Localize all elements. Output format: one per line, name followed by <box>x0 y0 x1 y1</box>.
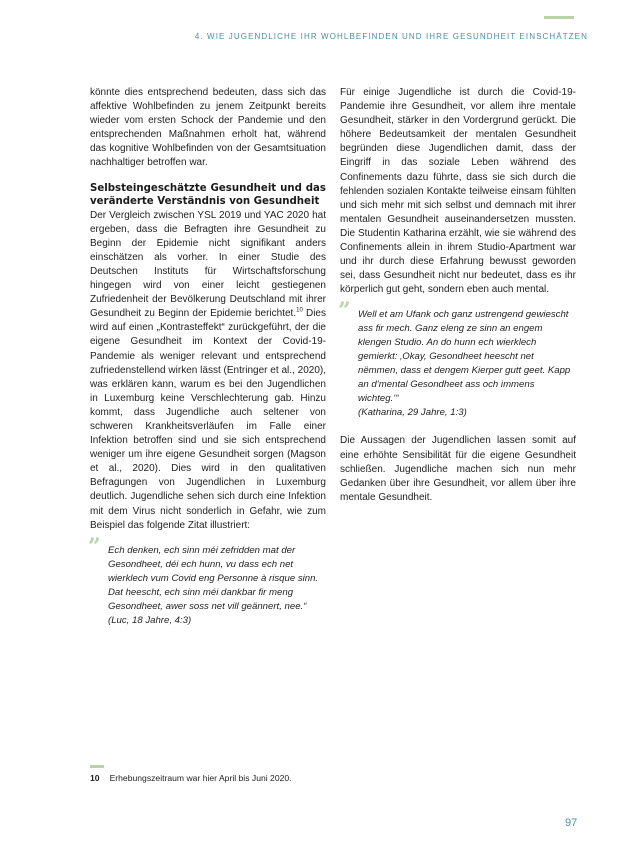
intro-paragraph: könnte dies entsprechend bedeuten, dass sich das affektive Wohlbefinden zu jenem Zeitpunkt bereits wieder vom ersten Schock der Pandemie und den entsprechenden Maßnahmen erholt hat, während das kognitive Wohlbefinden von der Gesamtsituation nachhaltiger betroffen war. <box>90 87 326 169</box>
section-heading: Selbsteingeschätzte Gesundheit und das veränderte Verständnis von Gesundheit <box>90 182 326 207</box>
page-number: 97 <box>565 817 578 829</box>
quote-mark-icon: ” <box>88 533 101 560</box>
footnote-ref[interactable]: 10 <box>296 307 303 314</box>
body-paragraph-right: Für einige Jugendliche ist durch die Covid-19-Pandemie ihre Gesundheit, vor allem ihre mentale Gesundheit, stärker in den Vordergrund gerückt. Die höhere Bedeutsamkeit der mentalen Gesundheit begründen diese Jugendlichen damit, dass der Eingriff in das soziale Leben während des Confinements dazu führte, dass sie sich durch die fehlenden sozialen Kontakte teilweise einsam fühlten und sich mehr mit sich selbst und demnach mit ihrer mentalen Gesundheit auseinandersetzen mussten. Die Studentin Katharina erzählt, wie sie während des Confinements allein in ihrem Studio-Apartment war und ihr durch diese Erfahrung bewusst geworden sei, dass Gesundheit nicht nur bedeutet, dass es ihr körperlich gut geht, sondern eben auch mental. <box>340 87 576 296</box>
header-accent-bar <box>544 16 574 19</box>
quote-citation: (Katharina, 29 Jahre, 1:3) <box>358 407 467 419</box>
conclusion-paragraph: Die Aussagen der Jugendlichen lassen somit auf eine erhöhte Sensibilität für die eigene Gesundheit schließen. Jugendliche machen sich nun mehr Gedanken über ihre Gesundheit, vor allem über ihre mentale Gesundheit. <box>340 435 576 503</box>
quote-luc <box>88 533 326 628</box>
quote-text: Ech denken, ech sinn méi zefridden mat der Gesondheet, déi ech hunn, vu dass ech net wierklech vum Covid eng Personne à risque sinn. Dat heescht, ech sinn méi dankbar fir meng Gesondheet, awer soss net vill geännert, nee.“ <box>108 544 319 612</box>
quote-text: Well et am Ufank och ganz ustrengend gewiescht ass fir mech. Ganz eleng ze sinn an engem klengen Studio. An do hunn ech wierklech gemierkt: ‚Okay, Gesondheet heescht net nëmmen, dass et dengem Kierper gutt geet. Kapp an d’mental Gesondheet ass och immens wichteg.‘“ <box>358 309 571 405</box>
quote-citation: (Luc, 18 Jahre, 4:3) <box>108 614 192 626</box>
footnote-number: 10 <box>90 773 100 783</box>
footnote-divider <box>90 765 104 768</box>
quote-mark-icon: ” <box>338 298 351 325</box>
right-column <box>340 86 576 516</box>
quote-katharina <box>338 298 576 420</box>
left-column <box>90 86 326 642</box>
footnote <box>90 773 292 783</box>
body-paragraph: Der Vergleich zwischen YSL 2019 und YAC 2020 hat ergeben, dass die Befragten ihre Gesundheit zu Beginn der Epidemie nicht signifikant anders einschätzen als vorher. In einer Studie des Deutschen Instituts für Wirtschaftsforschung hingegen wird von einer leicht gestiegenen Zufriedenheit der Bevölkerung Deutschland mit ihrer Gesundheit zu Beginn der Epidemie berichtet.$^{10}$ Dies wird auf einen „Kontrasteffekt“ zurückgeführt, der die eigene Gesundheit im Kontext der Covid-19-Pandemie als weniger relevant und entsprechend zufriedenstellend wirken lässt (Entringer et al., 2020), was erklären kann, warum es bei den Jugendlichen in Luxemburg keine Verschlechterung gab. Hinzu kommt, dass Jugendliche auch seltener von schweren Krankheitsverläufen im Falle einer Infektion betroffen sind und sie sich entsprechend weniger um ihre eigene Gesundheit sorgen (Magson et al., 2020). Dies wird in den qualitativen Befragungen von Jugendlichen in Luxemburg deutlich. Jugendliche sehen sich durch eine Infektion mit dem Virus nicht sonderlich in Gefahr, wie zum Beispiel das folgende Zitat illustriert: <box>90 209 326 531</box>
footnote-text: Erhebungszeitraum war hier April bis Juni 2020. <box>109 773 292 783</box>
running-header: 4. WIE JUGENDLICHE IHR WOHLBEFINDEN UND IHRE GESUNDHEIT EINSCHÄTZEN <box>194 32 588 41</box>
